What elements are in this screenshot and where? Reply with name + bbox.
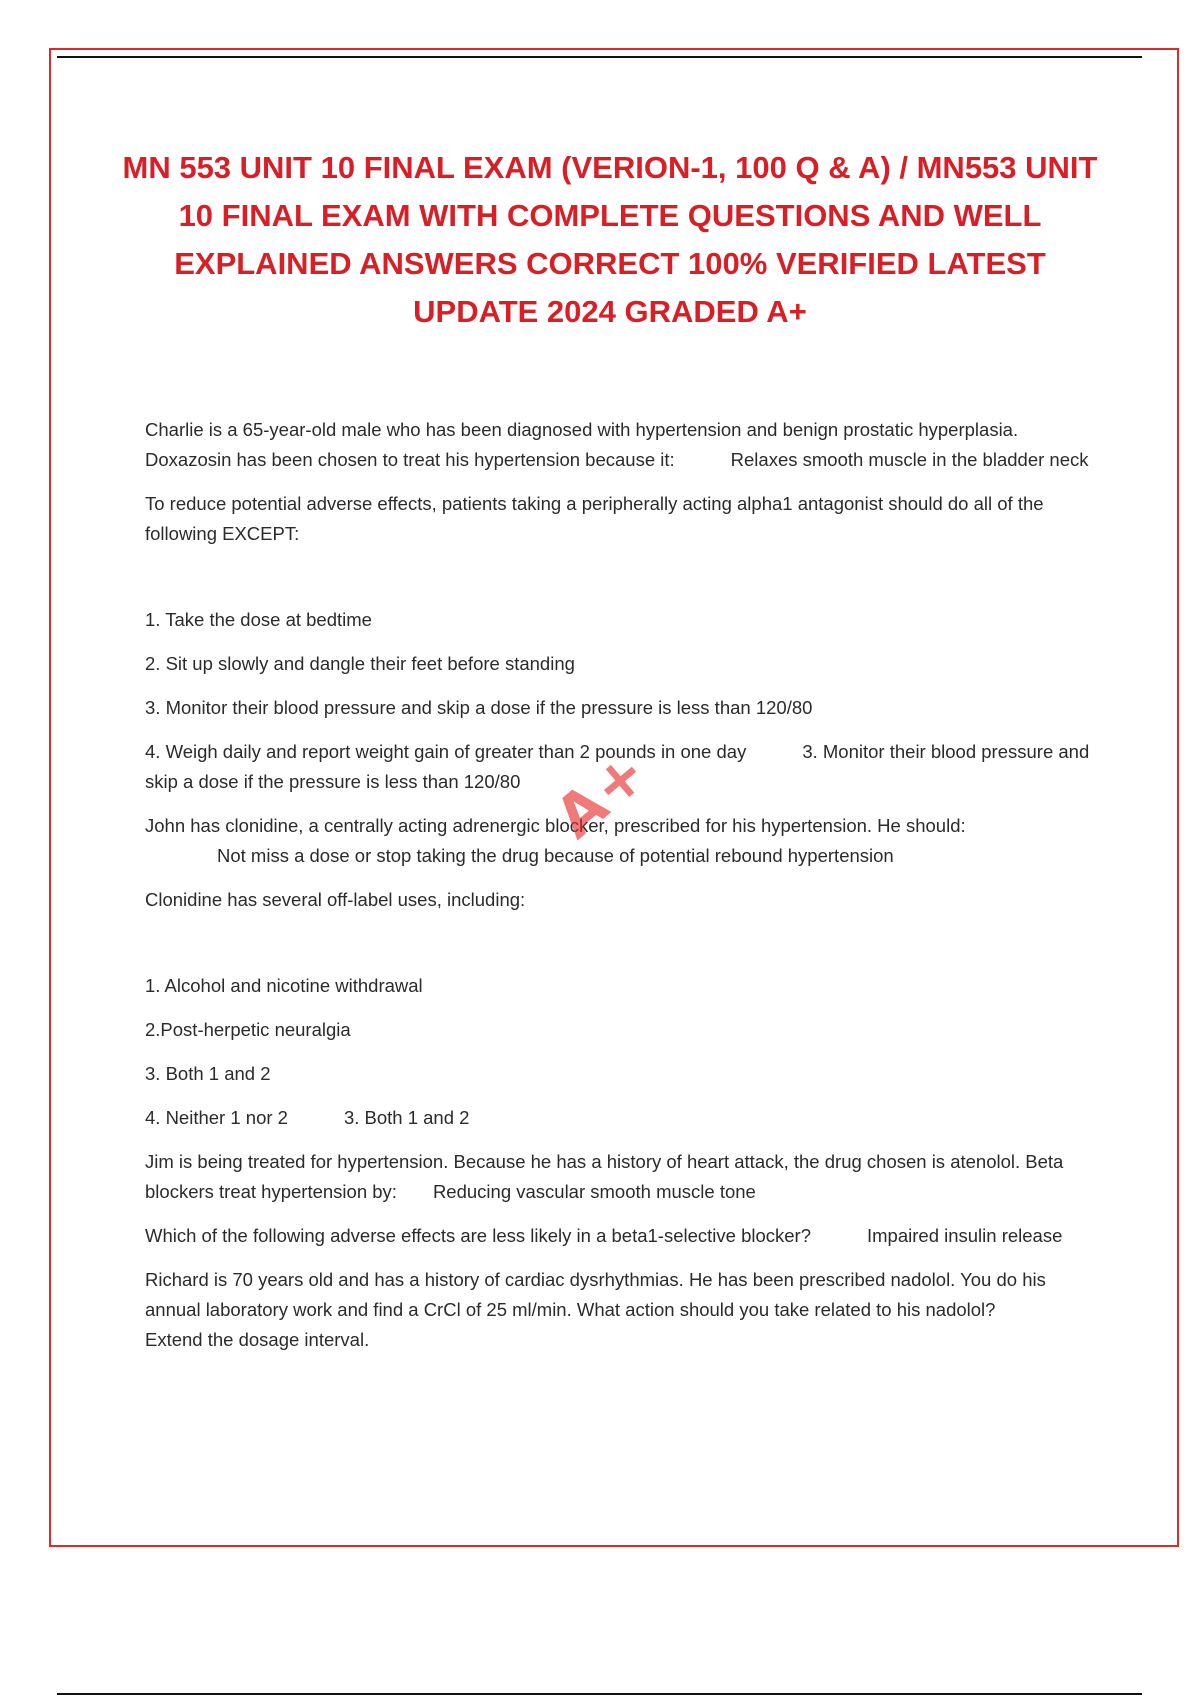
answer-text: Not miss a dose or stop taking the drug because of potential rebound hypertension: [217, 845, 894, 866]
document-title: MN 553 UNIT 10 FINAL EXAM (VERION-1, 100 Q & A) / MN553 UNIT 10 FINAL EXAM WITH COMPLETE QUESTIONS AND WELL EXPLAINED ANSWERS CORRECT 100% VERIFIED LATEST UPDATE 2024 GRADED A+: [122, 150, 1098, 329]
watermark-logo: A+: [542, 736, 661, 852]
question-5: [145, 1147, 1090, 1207]
question-2: [145, 489, 1090, 549]
option-item: 4. Weigh daily and report weight gain of greater than 2 pounds in one day: [145, 741, 747, 762]
answer-text: Relaxes smooth muscle in the bladder neck: [730, 449, 1089, 470]
question-3: [145, 811, 1090, 871]
option-item: 1. Alcohol and nicotine withdrawal: [145, 975, 423, 996]
answer-text: Extend the dosage interval.: [145, 1329, 370, 1350]
answer-text: Impaired insulin release: [867, 1225, 1063, 1246]
question-text: To reduce potential adverse effects, patients taking a peripherally acting alpha1 antagonist should do all of the following EXCEPT:: [145, 493, 1044, 544]
answer-text: 3. Both 1 and 2: [343, 1107, 470, 1128]
option-item: 2.Post-herpetic neuralgia: [145, 1019, 351, 1040]
question-text: Charlie is a 65-year-old male who has been diagnosed with hypertension and benign prostatic hyperplasia. Doxazosin has been chosen to treat his hypertension because it:: [145, 419, 1019, 470]
spacer: [145, 563, 1090, 605]
question-4: [145, 885, 1090, 915]
question-text: Jim is being treated for hypertension. Because he has a history of heart attack, the drug chosen is atenolol. Beta blockers treat hypertension by:: [145, 1151, 1064, 1202]
bottom-rule: [57, 1693, 1142, 1695]
top-rule: [57, 56, 1142, 58]
question-1: [145, 415, 1090, 475]
answer-text: 3. Monitor their blood pressure and skip a dose if the pressure is less than 120/80: [145, 741, 1090, 792]
question-text: Clonidine has several off-label uses, including:: [145, 889, 526, 910]
exam-content: [145, 415, 1090, 1369]
question-text: Which of the following adverse effects are less likely in a beta1-selective blocker?: [145, 1225, 811, 1246]
question-6: [145, 1221, 1090, 1251]
option-item: 3. Both 1 and 2: [145, 1063, 271, 1084]
answer-text: Reducing vascular smooth muscle tone: [432, 1181, 756, 1202]
option-item-with-answer: [145, 1103, 1090, 1133]
question-text: Richard is 70 years old and has a history of cardiac dysrhythmias. He has been prescribed nadolol. You do his annual laboratory work and find a CrCl of 25 ml/min. What action should you take related to his nadolol?: [145, 1269, 1046, 1320]
option-item: 2. Sit up slowly and dangle their feet before standing: [145, 653, 575, 674]
option-item: 3. Monitor their blood pressure and skip a dose if the pressure is less than 120/80: [145, 697, 813, 718]
question-text: John has clonidine, a centrally acting adrenergic blocker, prescribed for his hypertension. He should:: [145, 815, 966, 836]
option-item: 4. Neither 1 nor 2: [145, 1107, 288, 1128]
option-item-with-answer: [145, 737, 1090, 797]
question-7: [145, 1265, 1090, 1355]
option-item: 1. Take the dose at bedtime: [145, 609, 372, 630]
spacer: [145, 929, 1090, 971]
